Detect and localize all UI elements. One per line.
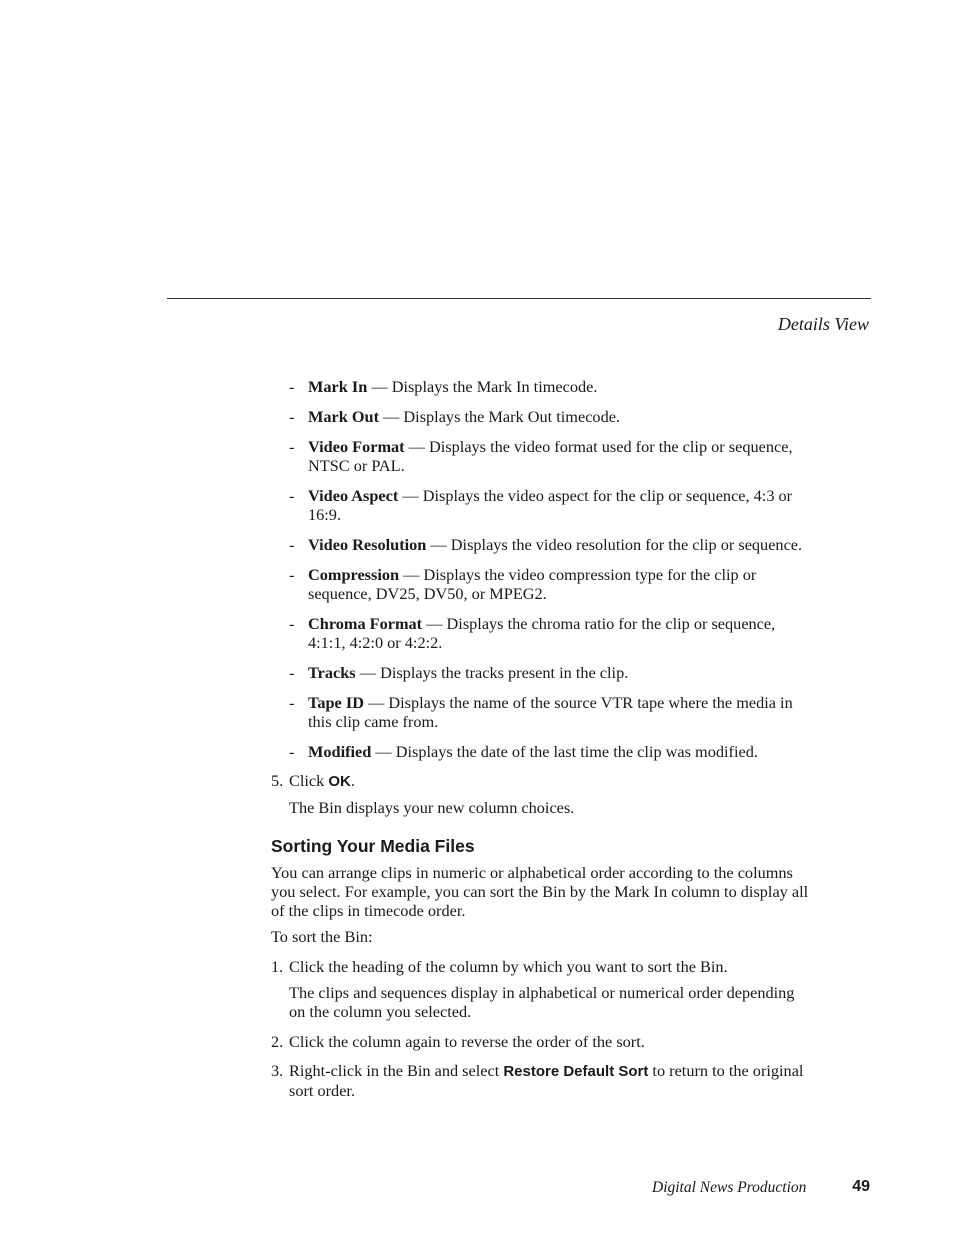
option-term: Video Resolution [308, 535, 427, 554]
sort-step-1 [271, 957, 811, 976]
sort-step-2 [271, 1032, 811, 1051]
restore-default-sort-reference: Restore Default Sort [503, 1063, 649, 1080]
header-rule [167, 298, 871, 299]
footer-title: Digital News Production [652, 1179, 807, 1196]
option-description: — Displays the video compression type for the clip or sequence, DV25, DV50, or MPEG2. [308, 565, 757, 603]
list-item: - Chroma Format — Displays the chroma ratio for the clip or sequence, 4:1:1, 4:2:0 or 4:2:2. [289, 614, 776, 652]
option-term: Tracks [308, 663, 356, 682]
running-head: Details View [777, 314, 869, 334]
option-description: — Displays the Mark In timecode. [367, 377, 598, 396]
ok-button-reference: OK [328, 773, 351, 790]
option-description: — Displays the Mark Out timecode. [379, 407, 621, 426]
list-item: - Compression — Displays the video compression type for the clip or sequence, DV25, DV50, or MPEG2. [289, 565, 757, 603]
list-item: - Modified — Displays the date of the last time the clip was modified. [289, 742, 758, 761]
list-item: - Tracks — Displays the tracks present in the clip. [289, 663, 629, 682]
section-lead: To sort the Bin: [271, 927, 373, 946]
list-item: - Video Aspect — Displays the video aspect for the clip or sequence, 4:3 or 16:9. [289, 486, 793, 524]
option-description: — Displays the video resolution for the clip or sequence. [426, 535, 803, 554]
step-number: 1. [271, 957, 284, 976]
page-number: 49 [852, 1178, 870, 1195]
step-number: 5. [271, 771, 284, 790]
main-content [271, 377, 811, 1100]
step-text: Click [289, 771, 329, 790]
list-item: - Mark In — Displays the Mark In timecode. [289, 377, 598, 396]
list-item: - Tape ID — Displays the name of the source VTR tape where the media in this clip came from. [289, 693, 793, 731]
list-item: - Video Format — Displays the video format used for the clip or sequence, NTSC or PAL. [289, 437, 793, 475]
step-5-result: The Bin displays your new column choices. [289, 798, 575, 817]
option-term: Video Aspect [308, 486, 399, 505]
sort-step-1-result: The clips and sequences display in alphabetical or numerical order depending on the column you selected. [289, 983, 795, 1021]
option-description: — Displays the tracks present in the clip. [355, 663, 629, 682]
step-number: 3. [271, 1061, 284, 1080]
sort-step-3 [271, 1061, 811, 1100]
step-text-end: . [350, 771, 355, 790]
step-text: Click the column again to reverse the order of the sort. [289, 1032, 645, 1051]
option-description: — Displays the name of the source VTR tape where the media in this clip came from. [308, 693, 793, 731]
step-text-end: to return to the original sort order. [289, 1061, 804, 1100]
list-item: - Video Resolution — Displays the video resolution for the clip or sequence. [289, 535, 803, 554]
step-5 [271, 771, 811, 791]
option-description: — Displays the chroma ratio for the clip or sequence, 4:1:1, 4:2:0 or 4:2:2. [308, 614, 776, 652]
option-description: — Displays the video aspect for the clip or sequence, 4:3 or 16:9. [308, 486, 793, 524]
option-term: Chroma Format [308, 614, 423, 633]
column-options-list [271, 377, 811, 761]
step-text: Right-click in the Bin and select [289, 1061, 504, 1080]
option-term: Tape ID [308, 693, 364, 712]
section-intro: You can arrange clips in numeric or alphabetical order according to the columns you select. For example, you can sort the Bin by the Mark In column to display all of the clips in timecode order. [271, 863, 809, 920]
option-term: Mark In [308, 377, 368, 396]
option-term: Mark Out [308, 407, 379, 426]
step-number: 2. [271, 1032, 284, 1051]
option-term: Video Format [308, 437, 405, 456]
section-heading: Sorting Your Media Files [271, 836, 475, 856]
option-term: Modified [308, 742, 372, 761]
option-description: — Displays the video format used for the clip or sequence, NTSC or PAL. [308, 437, 793, 475]
step-text: Click the heading of the column by which you want to sort the Bin. [289, 957, 728, 976]
list-item: - Mark Out — Displays the Mark Out timecode. [289, 407, 621, 426]
option-term: Compression [308, 565, 400, 584]
option-description: — Displays the date of the last time the clip was modified. [371, 742, 758, 761]
